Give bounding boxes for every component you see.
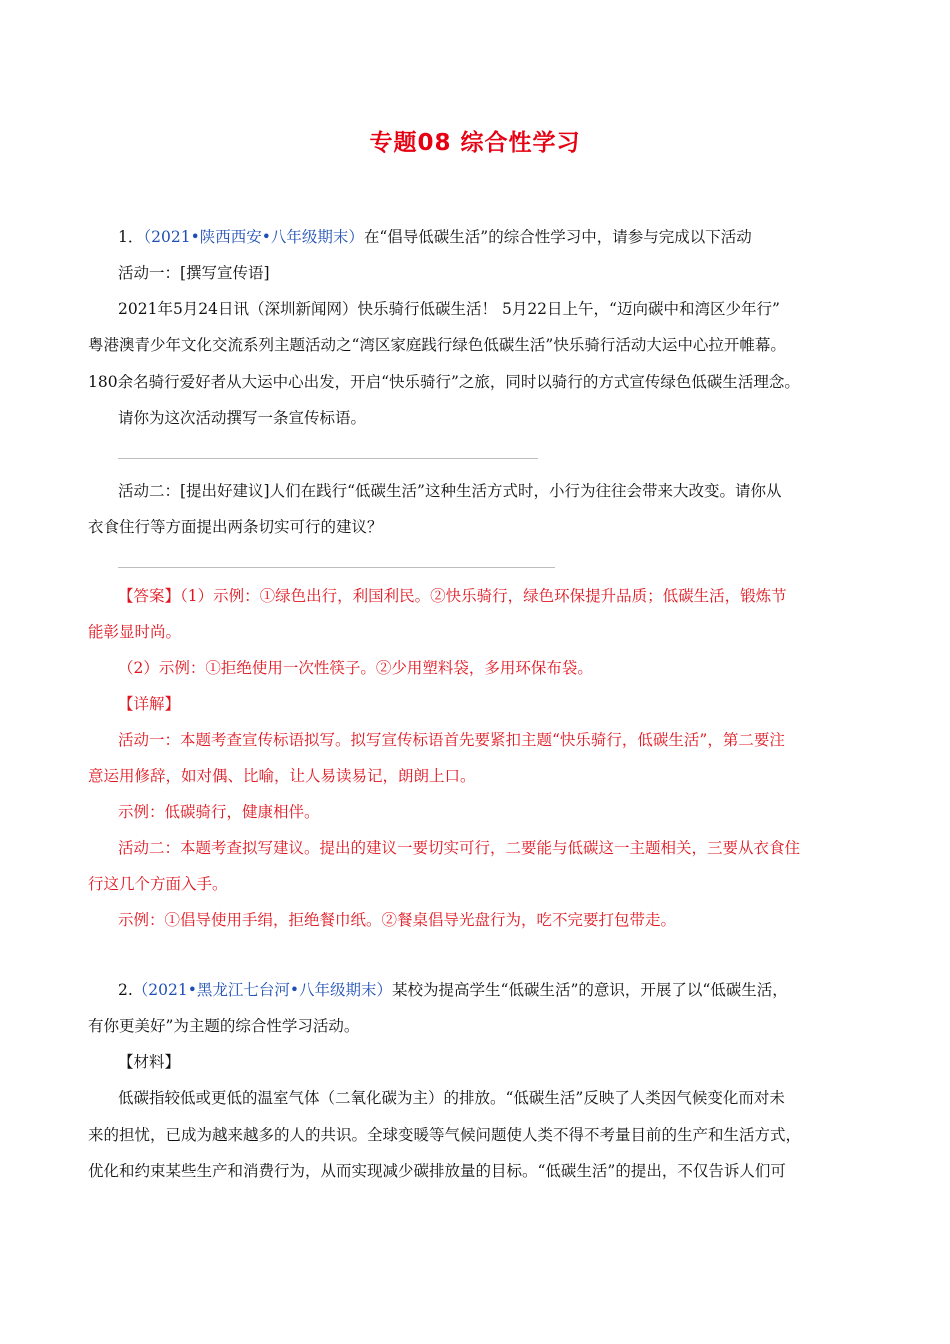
q1-material-line: 粤港澳青少年文化交流系列主题活动之“湾区家庭践行绿色低碳生活”快乐骑行活动大运中心拉开帷幕。 bbox=[88, 336, 786, 354]
q1-activity1-title: 活动一：[撰写宣传语] bbox=[118, 264, 270, 282]
q2-material-line: 低碳指较低或更低的温室气体（二氧化碳为主）的排放。“低碳生活”反映了人类因气候变化而对未 bbox=[118, 1089, 785, 1107]
q2-number: 2. bbox=[118, 981, 133, 999]
q1-answer-line: （2）示例：①拒绝使用一次性筷子。②少用塑料袋，多用环保布袋。 bbox=[118, 659, 593, 677]
q1-source: （2021•陕西西安•八年级期末） bbox=[143, 228, 364, 246]
q1-answer-line: 能彰显时尚。 bbox=[88, 623, 182, 641]
q2-material-line: 来的担忧，已成为越来越多的人的共识。全球变暖等气候问题使人类不得不考量目前的生产和生活方式， bbox=[88, 1126, 802, 1144]
answer-blank-line bbox=[118, 567, 555, 568]
q1-task1: 请你为这次活动撰写一条宣传标语。 bbox=[118, 409, 367, 427]
q2-stem-line: 有你更美好”为主题的综合性学习活动。 bbox=[88, 1017, 360, 1035]
q1-material-line: 180余名骑行爱好者从大运中心出发，开启“快乐骑行”之旅，同时以骑行的方式宣传绿色低碳生活理念。 bbox=[88, 373, 800, 391]
answer-blank-line bbox=[118, 458, 538, 459]
answer-label: 【答案】 bbox=[118, 587, 181, 605]
q1-detail-line: 示例：低碳骑行，健康相伴。 bbox=[118, 803, 320, 821]
q2-header bbox=[118, 979, 788, 1001]
q1-header bbox=[118, 226, 752, 248]
q1-detail-line: 示例：①倡导使用手绢，拒绝餐巾纸。②餐桌倡导光盘行为，吃不完要打包带走。 bbox=[118, 911, 677, 929]
q1-detail-line: 意运用修辞，如对偶、比喻，让人易读易记，朗朗上口。 bbox=[88, 767, 476, 785]
page-title: 专题08 综合性学习 bbox=[369, 130, 581, 156]
q1-detail-line: 活动二：本题考查拟写建议。提出的建议一要切实可行，二要能与低碳这一主题相关，三要从衣食住 bbox=[118, 839, 801, 857]
q1-detail-line: 行这几个方面入手。 bbox=[88, 875, 228, 893]
q1-detail-line: 活动一：本题考查宣传标语拟写。拟写宣传标语首先要紧扣主题“快乐骑行，低碳生活”，第二要注 bbox=[118, 731, 785, 749]
q1-number: 1． bbox=[118, 228, 144, 246]
detail-label: 【详解】 bbox=[118, 695, 181, 713]
q1-answer-line bbox=[118, 585, 787, 607]
q1-material-line: 2021年5月24日讯（深圳新闻网）快乐骑行低碳生活！ 5月22日上午，“迈向碳中和湾区少年行” bbox=[118, 300, 780, 318]
q2-material-line: 优化和约束某些生产和消费行为，从而实现减少碳排放量的目标。“低碳生活”的提出，不仅告诉人们可 bbox=[88, 1162, 786, 1180]
q2-material-label: 【材料】 bbox=[118, 1053, 181, 1071]
answer-text: （1）示例：①绿色出行，利国利民。②快乐骑行，绿色环保提升品质；低碳生活，锻炼节 bbox=[180, 587, 787, 605]
q1-activity2-line: 衣食住行等方面提出两条切实可行的建议？ bbox=[88, 518, 383, 536]
q1-activity2-line: 活动二：[提出好建议]人们在践行“低碳生活”这种生活方式时，小行为往往会带来大改变。请你从 bbox=[118, 482, 782, 500]
q2-source: （2021•黑龙江七台河•八年级期末） bbox=[132, 981, 393, 999]
q2-stem: 某校为提高学生“低碳生活”的意识，开展了以“低碳生活， bbox=[392, 981, 788, 999]
q1-stem: 在“倡导低碳生活”的综合性学习中，请参与完成以下活动 bbox=[363, 228, 752, 246]
